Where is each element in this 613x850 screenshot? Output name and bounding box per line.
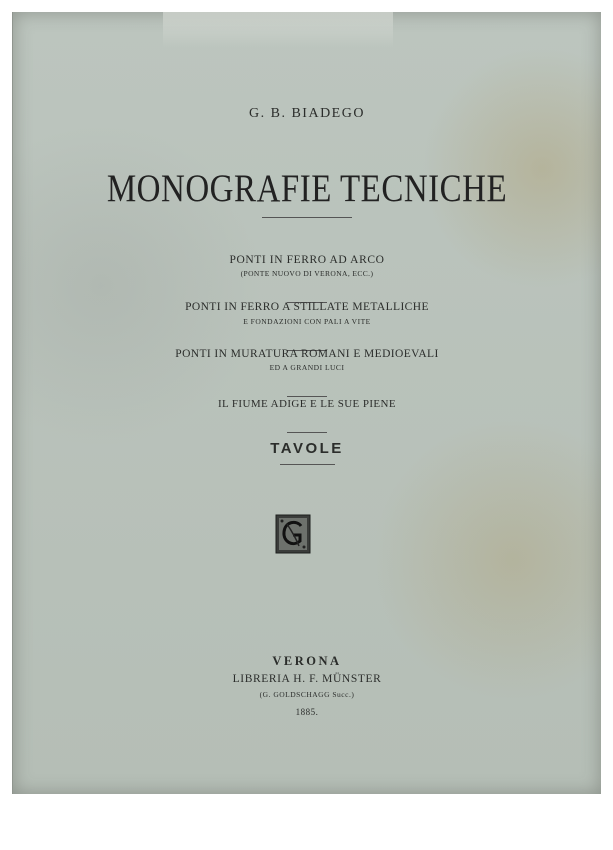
publisher-name: LIBRERIA H. F. MÜNSTER: [232, 673, 382, 685]
plates-rule: [280, 464, 335, 465]
book-cover: [12, 12, 601, 794]
section-3-title: PONTI IN MURATURA ROMANI E MEDIOEVALI: [175, 348, 439, 360]
section-2-title: PONTI IN FERRO A STILLATE METALLICHE: [185, 301, 429, 313]
section-1-subtitle: (PONTE NUOVO DI VERONA, ECC.): [240, 269, 374, 278]
section-3-subtitle: ED A GRANDI LUCI: [269, 363, 345, 372]
section-4-title: IL FIUME ADIGE E LE SUE PIENE: [217, 398, 396, 410]
publisher-successor: (G. GOLDSCHAGG Succ.): [259, 690, 355, 699]
section-rule: [287, 432, 327, 433]
book-title: MONOGRAFIE TECNICHE: [106, 168, 508, 211]
publication-year: 1885.: [295, 707, 319, 717]
author-name: G. B. BIADEGO: [249, 106, 365, 121]
plates-subtitle: TAVOLE: [270, 440, 344, 457]
publisher-city: VERONA: [272, 654, 342, 668]
paper-wear: [163, 12, 393, 48]
monogram-emblem-icon: [275, 514, 311, 554]
section-1-title: PONTI IN FERRO AD ARCO: [229, 254, 385, 266]
title-rule: [262, 217, 352, 218]
section-rule: [287, 396, 327, 397]
section-2-subtitle: E FONDAZIONI CON PALI A VITE: [243, 317, 371, 326]
